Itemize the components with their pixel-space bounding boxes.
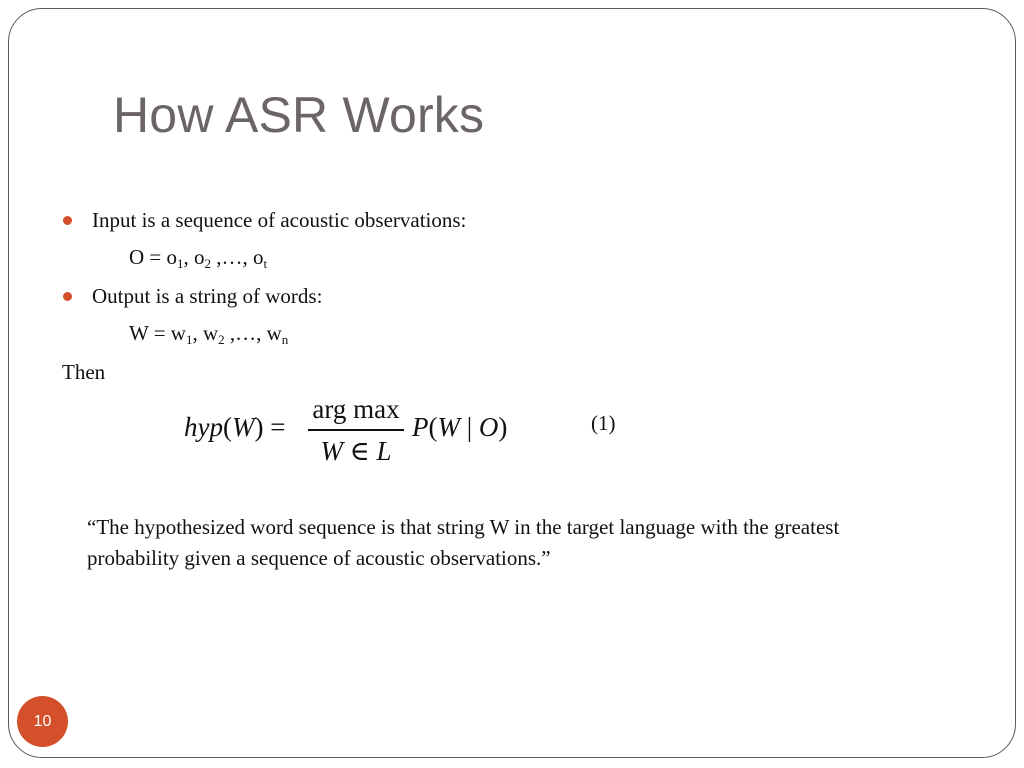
formula-mid: ,…, o — [211, 245, 264, 269]
bullet-input: Input is a sequence of acoustic observations: — [92, 208, 467, 232]
formula-mid: , o — [183, 245, 205, 269]
page-number-badge: 10 — [17, 696, 68, 747]
hypothesis-equation — [182, 392, 527, 470]
then-label: Then — [62, 360, 106, 384]
bullet-dot-icon — [63, 216, 72, 225]
bullet-dot-icon — [63, 292, 72, 301]
formula-sub: 2 — [204, 256, 212, 271]
bullet-output: Output is a string of words: — [92, 284, 323, 308]
equation-number: (1) — [591, 411, 616, 435]
fraction-bar — [308, 429, 404, 431]
input-sequence-formula — [129, 245, 267, 270]
formula-sub: n — [281, 332, 289, 347]
formula-sub: 2 — [218, 332, 225, 347]
formula-prefix: W = w — [129, 321, 186, 345]
slide-title: How ASR Works — [113, 87, 485, 143]
equation-rhs: P(W | O) — [412, 412, 508, 442]
formula-prefix: O = o — [129, 245, 178, 269]
argmax-denominator: W ∈ L — [320, 436, 392, 466]
equation-lhs: hyp(W) = — [184, 412, 286, 442]
argmax-numerator: arg max — [312, 394, 400, 424]
formula-sub: 1 — [177, 256, 184, 271]
argmax-fraction — [306, 392, 406, 470]
formula-sub: t — [263, 256, 268, 271]
formula-sub: 1 — [185, 332, 193, 347]
formula-mid: , w — [192, 321, 219, 345]
definition-quote: “The hypothesized word sequence is that string W in the target language with the greatest probability given a sequence of acoustic observations.” — [87, 515, 840, 570]
output-sequence-formula — [129, 321, 288, 346]
formula-mid: ,…, w — [224, 321, 282, 345]
